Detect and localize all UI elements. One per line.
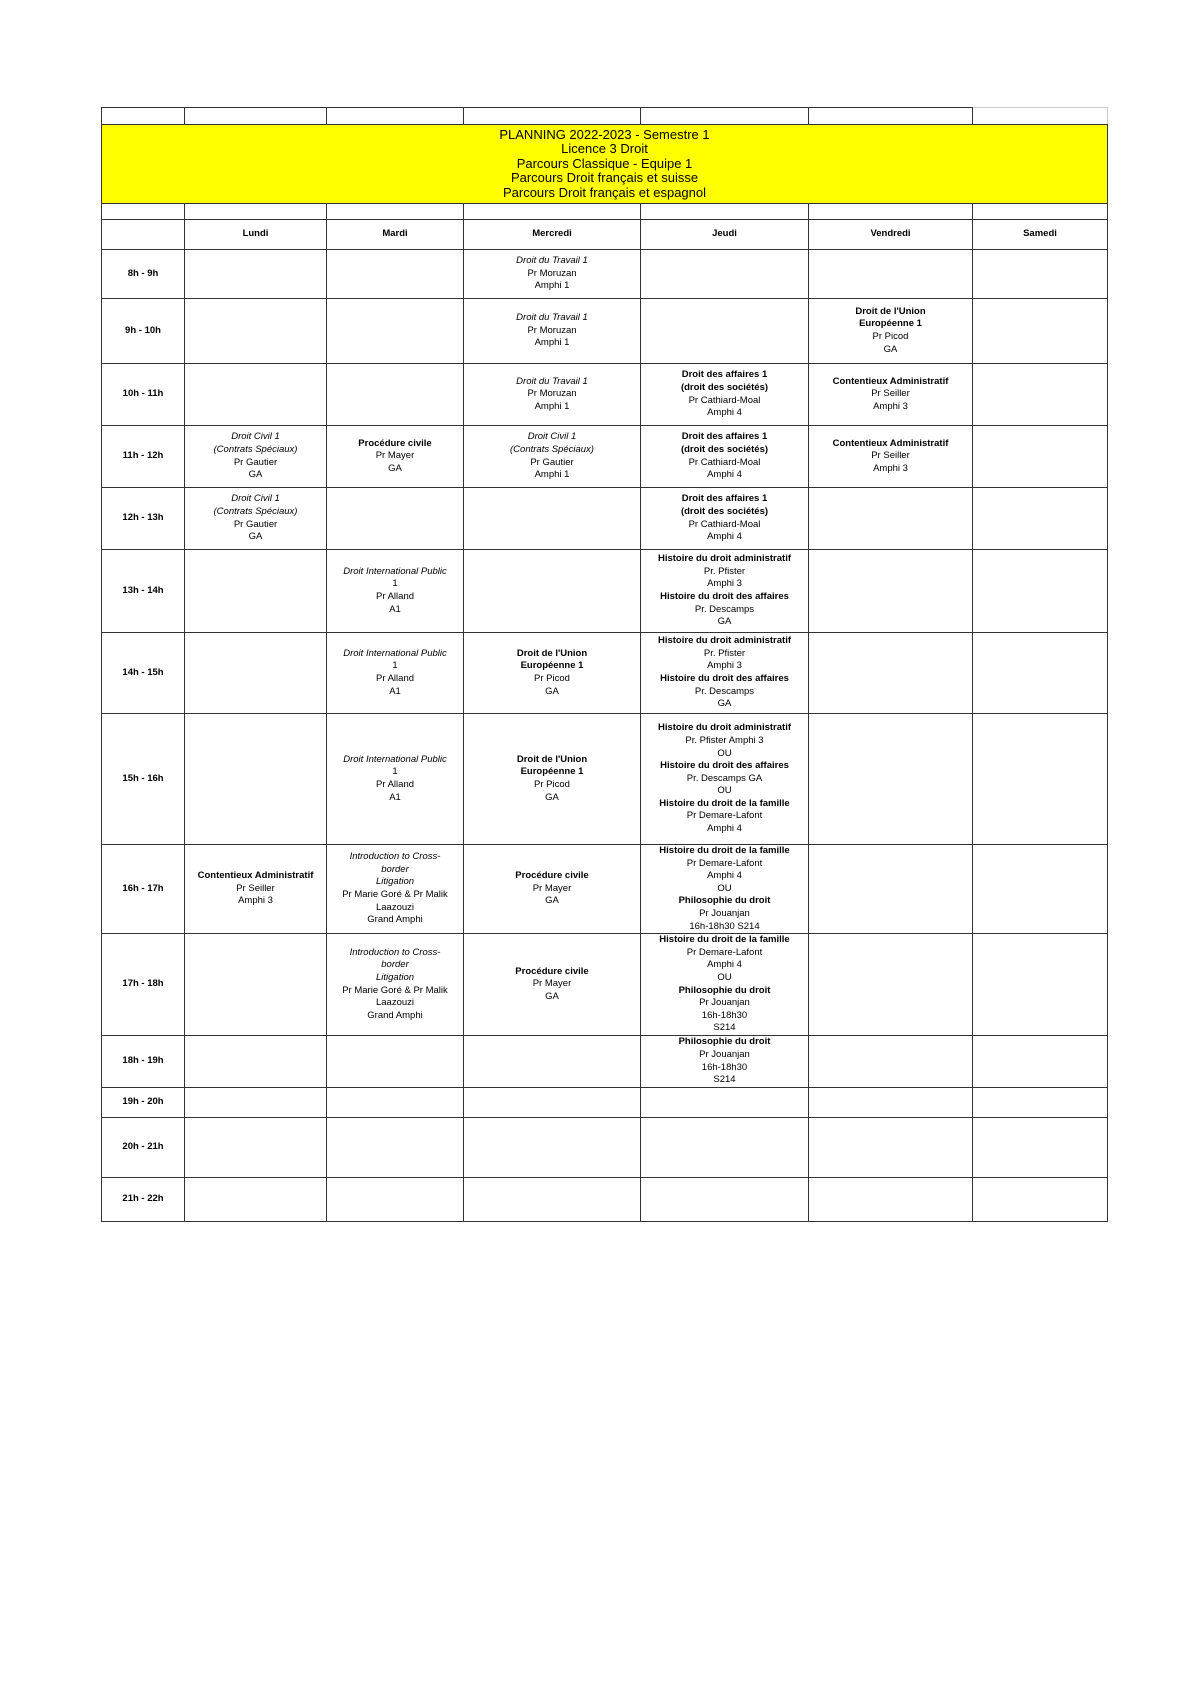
course-line: Grand Amphi (367, 914, 423, 926)
empty-cell (185, 1178, 327, 1222)
course-line: Droit de l'Union (855, 305, 926, 317)
empty-cell (973, 550, 1108, 633)
course-line: Amphi 4 (707, 870, 742, 882)
course-line: Droit du Travail 1 (516, 312, 588, 324)
time-slot-label: 13h - 14h (102, 550, 185, 633)
course-line: Pr Mayer (375, 450, 415, 462)
course-line: 16h-18h30 (701, 1009, 748, 1021)
schedule-row (102, 1088, 1108, 1118)
course-line: Pr Picod (534, 779, 570, 790)
course-line: Pr Alland (375, 779, 415, 790)
time-slot-label: 15h - 16h (102, 714, 185, 845)
blank-cell (464, 108, 641, 125)
blank-cell (464, 204, 641, 220)
schedule-row (102, 845, 1108, 934)
course-line: S214 (713, 1022, 736, 1034)
empty-cell (809, 633, 973, 714)
course-line: OU (717, 785, 732, 797)
time-slot-label: 11h - 12h (102, 426, 185, 488)
course-line: Pr Demare-Lafont (686, 810, 763, 822)
course-line: Amphi 1 (534, 337, 570, 349)
empty-cell (185, 1088, 327, 1118)
course-line: 1 (392, 578, 398, 590)
course-line: Philosophie du droit (678, 895, 771, 907)
schedule-row (102, 1118, 1108, 1178)
empty-cell (809, 714, 973, 845)
corner-cell (102, 220, 185, 250)
empty-cell (973, 299, 1108, 364)
course-line: Pr. Pfister (703, 565, 746, 577)
course-line: Laazouzi (375, 901, 415, 913)
schedule-row (102, 550, 1108, 633)
time-slot-label: 21h - 22h (102, 1178, 185, 1222)
empty-cell (809, 845, 973, 934)
course-line: OU (717, 747, 732, 759)
course-cell (464, 250, 641, 299)
course-line: (droit des sociétés) (680, 443, 769, 455)
course-line: Droit du Travail 1 (516, 255, 588, 267)
empty-cell (973, 488, 1108, 550)
empty-cell (973, 633, 1108, 714)
day-header-samedi: Samedi (973, 220, 1108, 250)
course-cell (464, 714, 641, 845)
schedule-row (102, 1178, 1108, 1222)
schedule-table (101, 107, 1108, 1222)
course-line: Amphi 3 (873, 400, 908, 412)
course-line: (droit des sociétés) (680, 381, 769, 393)
day-header-mardi: Mardi (327, 220, 464, 250)
empty-cell (973, 714, 1108, 845)
empty-cell (973, 1118, 1108, 1178)
time-slot-label: 18h - 19h (102, 1036, 185, 1088)
course-line: Pr Gautier (530, 456, 574, 468)
course-line: Amphi 3 (238, 895, 273, 907)
course-line: Procédure civile (358, 437, 432, 449)
blank-cell (641, 108, 809, 125)
empty-cell (809, 488, 973, 550)
course-line: Histoire du droit des affaires (660, 591, 789, 602)
course-line: Histoire du droit des affaires (660, 760, 789, 772)
course-line: Pr Cathiard-Moal (688, 394, 761, 406)
course-line: border (381, 863, 409, 875)
course-line: 1 (392, 660, 398, 672)
empty-cell (973, 426, 1108, 488)
course-cell (185, 426, 327, 488)
course-line: Pr. Pfister Amphi 3 (685, 734, 764, 746)
time-slot-label: 19h - 20h (102, 1088, 185, 1118)
blank-cell (973, 108, 1108, 125)
course-cell (464, 299, 641, 364)
empty-cell (327, 1118, 464, 1178)
course-line: Philosophie du droit (678, 984, 771, 996)
blank-cell (327, 108, 464, 125)
empty-cell (185, 1118, 327, 1178)
course-line: Histoire du droit administratif (657, 722, 791, 734)
course-line: Amphi 4 (707, 823, 742, 835)
course-line: Droit de l'Union (516, 647, 588, 659)
course-cell (327, 845, 464, 934)
empty-cell (185, 714, 327, 845)
empty-cell (327, 364, 464, 426)
empty-cell (641, 1178, 809, 1222)
empty-cell (973, 250, 1108, 299)
course-line: OU (717, 882, 732, 894)
course-cell (327, 426, 464, 488)
schedule-row (102, 934, 1108, 1036)
course-cell (185, 488, 327, 550)
course-line: Droit Civil 1 (231, 431, 280, 443)
course-line: Pr Moruzan (527, 324, 577, 336)
course-line: Histoire du droit de la famille (659, 934, 790, 946)
course-line: Pr. Pfister (703, 647, 746, 659)
course-line: Pr Seiller (871, 450, 910, 462)
course-line: Droit de l'Union (516, 753, 588, 765)
course-cell (464, 845, 641, 934)
course-line: Philosophie du droit (678, 1036, 771, 1048)
course-line: Droit des affaires 1 (681, 431, 768, 443)
empty-cell (809, 934, 973, 1036)
course-cell (464, 633, 641, 714)
empty-cell (185, 364, 327, 426)
blank-cell (809, 108, 973, 125)
course-line: GA (545, 791, 559, 803)
course-line: Amphi 1 (534, 400, 570, 412)
course-line: Laazouzi (375, 997, 415, 1009)
day-header-jeudi: Jeudi (641, 220, 809, 250)
course-line: Histoire du droit des affaires (660, 673, 789, 684)
schedule-row (102, 488, 1108, 550)
empty-cell (809, 1088, 973, 1118)
course-cell (641, 364, 809, 426)
course-line: Histoire du droit administratif (657, 635, 791, 647)
course-line: Amphi 1 (534, 280, 570, 292)
header-row (102, 125, 1108, 204)
empty-cell (464, 1118, 641, 1178)
course-line: Pr Gautier (233, 518, 278, 530)
course-line: Pr Jouanjan (699, 997, 750, 1009)
course-cell (327, 550, 464, 633)
course-line: Contentieux Administratif (832, 437, 949, 449)
course-line: Pr Seiller (871, 388, 910, 400)
course-line: 16h-18h30 S214 (689, 920, 760, 932)
course-cell (185, 845, 327, 934)
course-line: Pr Picod (534, 673, 570, 684)
course-line: S214 (713, 1074, 736, 1086)
empty-cell (809, 550, 973, 633)
course-line: Pr Marie Goré & Pr Malik (342, 889, 448, 901)
course-line: Histoire du droit de la famille (659, 845, 790, 856)
empty-cell (327, 299, 464, 364)
title-line: Licence 3 Droit (561, 141, 648, 157)
empty-cell (641, 250, 809, 299)
schedule-row (102, 426, 1108, 488)
course-cell (327, 633, 464, 714)
time-slot-label: 17h - 18h (102, 934, 185, 1036)
course-line: Pr Mayer (532, 882, 572, 894)
course-line: Procédure civile (515, 870, 589, 882)
course-line: Histoire du droit de la famille (659, 797, 790, 809)
empty-cell (973, 934, 1108, 1036)
course-line: Contentieux Administratif (832, 375, 949, 387)
schedule-row (102, 1036, 1108, 1088)
course-cell (641, 488, 809, 550)
empty-cell (973, 1178, 1108, 1222)
course-cell (641, 633, 809, 714)
blank-cell (185, 204, 327, 220)
time-slot-label: 10h - 11h (102, 364, 185, 426)
course-line: Pr Gautier (233, 456, 278, 468)
blank-cell (809, 204, 973, 220)
course-line: Amphi 4 (707, 469, 742, 481)
empty-cell (809, 1118, 973, 1178)
schedule-row (102, 250, 1108, 299)
course-line: Pr Alland (375, 591, 415, 602)
course-line: Pr Cathiard-Moal (688, 456, 761, 468)
course-cell (641, 550, 809, 633)
course-line: 16h-18h30 (701, 1061, 748, 1073)
empty-cell (809, 1036, 973, 1088)
course-line: Pr Mayer (532, 978, 572, 990)
course-cell (327, 934, 464, 1036)
empty-cell (185, 299, 327, 364)
empty-cell (809, 1178, 973, 1222)
course-line: Pr Jouanjan (699, 1049, 750, 1061)
title-line: Parcours Droit français et espagnol (502, 184, 707, 200)
schedule-row (102, 299, 1108, 364)
blank-cell (102, 204, 185, 220)
course-line: Pr Demare-Lafont (686, 946, 763, 958)
empty-cell (464, 488, 641, 550)
day-header-vendredi: Vendredi (809, 220, 973, 250)
empty-cell (973, 1036, 1108, 1088)
course-line: (Contrats Spéciaux) (510, 443, 594, 455)
course-line: Pr Seiller (236, 882, 275, 894)
course-line: Litigation (375, 876, 415, 888)
course-line: Pr Cathiard-Moal (688, 518, 761, 530)
course-cell (641, 426, 809, 488)
empty-cell (185, 934, 327, 1036)
empty-cell (327, 488, 464, 550)
course-line: GA (545, 895, 559, 907)
empty-cell (464, 550, 641, 633)
course-line: Pr Alland (375, 673, 415, 684)
course-line: Pr. Descamps GA (686, 772, 763, 784)
course-line: Amphi 3 (707, 660, 742, 672)
empty-cell (327, 1036, 464, 1088)
empty-cell (641, 1088, 809, 1118)
course-line: Droit des affaires 1 (681, 493, 768, 505)
empty-cell (464, 1036, 641, 1088)
blank-cell (185, 108, 327, 125)
page-title (102, 125, 1108, 204)
empty-cell (327, 1178, 464, 1222)
course-line: GA (388, 462, 402, 474)
course-line: Pr Moruzan (527, 388, 577, 400)
course-line: Pr Jouanjan (699, 907, 750, 919)
title-line: PLANNING 2022-2023 - Semestre 1 (499, 126, 710, 142)
empty-cell (809, 250, 973, 299)
empty-cell (973, 364, 1108, 426)
course-line: Droit Civil 1 (527, 431, 577, 443)
course-line: Pr. Descamps (694, 685, 755, 697)
course-line: Droit des affaires 1 (681, 369, 768, 381)
course-line: GA (717, 698, 732, 710)
day-header-lundi: Lundi (185, 220, 327, 250)
course-line: Amphi 3 (707, 578, 742, 590)
blank-cell (327, 204, 464, 220)
empty-cell (973, 845, 1108, 934)
course-line: Européenne 1 (859, 318, 922, 330)
course-line: Histoire du droit administratif (657, 553, 791, 565)
course-cell (464, 426, 641, 488)
course-line: A1 (389, 685, 401, 697)
course-line: (droit des sociétés) (680, 505, 769, 517)
course-line: Pr Demare-Lafont (686, 857, 763, 869)
course-line: GA (883, 343, 898, 355)
course-cell (641, 714, 809, 845)
spacer-row (102, 108, 1108, 125)
course-line: GA (717, 616, 732, 628)
time-slot-label: 14h - 15h (102, 633, 185, 714)
course-line: Grand Amphi (367, 1009, 423, 1021)
course-line: (Contrats Spéciaux) (213, 443, 298, 455)
spacer-row (102, 204, 1108, 220)
course-cell (809, 299, 973, 364)
empty-cell (327, 1088, 464, 1118)
course-line: Pr Marie Goré & Pr Malik (342, 984, 448, 996)
course-line: GA (248, 531, 263, 543)
time-slot-label: 16h - 17h (102, 845, 185, 934)
course-cell (641, 845, 809, 934)
empty-cell (464, 1178, 641, 1222)
course-line: Amphi 4 (707, 531, 742, 543)
course-cell (809, 364, 973, 426)
blank-cell (641, 204, 809, 220)
time-slot-label: 9h - 10h (102, 299, 185, 364)
day-header-mercredi: Mercredi (464, 220, 641, 250)
schedule-row (102, 714, 1108, 845)
empty-cell (185, 550, 327, 633)
empty-cell (973, 1088, 1108, 1118)
course-line: (Contrats Spéciaux) (213, 505, 298, 517)
course-line: GA (248, 469, 263, 481)
course-cell (464, 364, 641, 426)
course-cell (641, 1036, 809, 1088)
course-line: Pr. Descamps (694, 603, 755, 615)
empty-cell (185, 633, 327, 714)
course-cell (809, 426, 973, 488)
course-line: GA (545, 990, 559, 1002)
course-line: Droit du Travail 1 (516, 375, 588, 387)
time-slot-label: 20h - 21h (102, 1118, 185, 1178)
course-line: OU (717, 972, 732, 984)
course-line: Pr Moruzan (527, 267, 577, 279)
schedule-row (102, 633, 1108, 714)
day-header-row (102, 220, 1108, 250)
course-line: Européenne 1 (520, 660, 584, 672)
course-line: 1 (392, 766, 398, 778)
course-line: Litigation (375, 972, 415, 984)
time-slot-label: 8h - 9h (102, 250, 185, 299)
course-line: Amphi 4 (707, 407, 742, 419)
course-line: Droit Civil 1 (231, 493, 280, 505)
course-line: Droit International Public (343, 753, 447, 765)
course-line: Européenne 1 (520, 766, 584, 778)
course-cell (464, 934, 641, 1036)
blank-cell (102, 108, 185, 125)
course-line: Amphi 3 (873, 462, 908, 474)
empty-cell (464, 1088, 641, 1118)
title-line: Parcours Classique - Equipe 1 (516, 155, 693, 171)
course-line: border (381, 959, 409, 971)
course-line: Procédure civile (515, 965, 589, 977)
course-line: Droit International Public (343, 647, 447, 659)
course-line: Pr Picod (872, 331, 909, 342)
time-slot-label: 12h - 13h (102, 488, 185, 550)
blank-cell (973, 204, 1108, 220)
course-line: Contentieux Administratif (197, 870, 314, 882)
empty-cell (185, 250, 327, 299)
course-line: Amphi 1 (534, 469, 570, 481)
course-line: Introduction to Cross- (349, 851, 441, 863)
course-cell (641, 934, 809, 1036)
course-line: A1 (389, 603, 401, 615)
empty-cell (641, 1118, 809, 1178)
course-line: Amphi 4 (707, 959, 742, 971)
schedule-row (102, 364, 1108, 426)
course-line: GA (545, 685, 559, 697)
course-line: A1 (389, 791, 401, 803)
course-cell (327, 714, 464, 845)
empty-cell (185, 1036, 327, 1088)
empty-cell (641, 299, 809, 364)
empty-cell (327, 250, 464, 299)
course-line: Introduction to Cross- (349, 946, 441, 958)
title-line: Parcours Droit français et suisse (510, 170, 699, 186)
course-line: Droit International Public (343, 565, 447, 577)
